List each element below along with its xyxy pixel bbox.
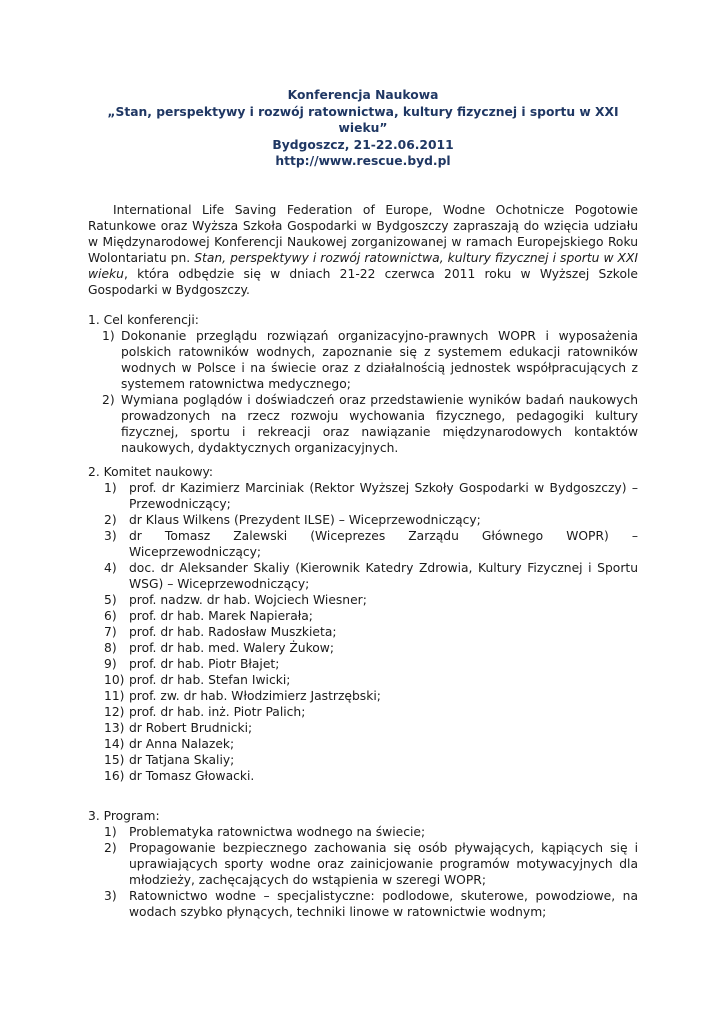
list-item <box>88 624 638 640</box>
list-item <box>88 560 638 592</box>
intro-paragraph <box>88 202 638 298</box>
list-item-text: dr Tatjana Skaliy; <box>129 753 235 767</box>
list-item-text: dr Tomasz Zalewski (Wiceprezes Zarządu Głównego WOPR) – Wiceprzewodniczący; <box>129 529 638 559</box>
list-item <box>88 672 638 688</box>
list-item-text: prof. nadzw. dr hab. Wojciech Wiesner; <box>129 593 367 607</box>
list-item <box>88 592 638 608</box>
section-program-title: 3. Program: <box>88 809 160 823</box>
intro-text-2: , która odbędzie się w dniach 21-22 czerwca 2011 roku w Wyższej Szkole Gospodarki w Bydgoszczy. <box>88 267 638 297</box>
list-item <box>88 840 638 888</box>
list-item-text: Ratownictwo wodne – specjalistyczne: podlodowe, skuterowe, powodziowe, na wodach szybko płynących, techniki linowe w ratownictwie wodnym; <box>129 889 638 919</box>
list-item <box>88 480 638 512</box>
list-number: 2) <box>102 393 115 407</box>
list-item-text: prof. dr hab. inż. Piotr Palich; <box>129 705 306 719</box>
list-number: 9) <box>104 657 117 671</box>
list-number: 2) <box>104 513 117 527</box>
list-item-text: doc. dr Aleksander Skaliy (Kierownik Katedry Zdrowia, Kultury Fizycznej i Sportu WSG) – Wiceprzewodniczący; <box>129 561 638 591</box>
list-number: 16) <box>104 769 125 783</box>
section-program <box>88 808 638 920</box>
list-item <box>88 752 638 768</box>
list-item <box>88 688 638 704</box>
list-number: 8) <box>104 641 117 655</box>
intro-text-1: International Life Saving Federation of Europe, Wodne Ochotnicze Pogotowie Ratunkowe oraz Wyższa Szkoła Gospodarki w Bydgoszczy zapraszają do wzięcia udziału w Międzynarodowej Konferencji Naukowej zorganizowanej w ramach Europejskiego Roku Wolontariatu pn. <box>88 203 638 265</box>
list-number: 14) <box>104 737 125 751</box>
list-item-text: prof. dr Kazimierz Marciniak (Rektor Wyższej Szkoły Gospodarki w Bydgoszczy) – Przewodniczący; <box>129 481 638 511</box>
list-number: 15) <box>104 753 125 767</box>
section-committee-title: 2. Komitet naukowy: <box>88 465 214 479</box>
list-item-text: Propagowanie bezpiecznego zachowania się osób pływających, kąpiących się i uprawiających sporty wodne oraz zainicjowanie programów motywacyjnych dla młodzieży, zachęcających do wstąpienia w szeregi WOPR; <box>129 841 638 887</box>
list-item-text: dr Klaus Wilkens (Prezydent ILSE) – Wiceprzewodniczący; <box>129 513 481 527</box>
list-item-text: dr Tomasz Głowacki. <box>129 769 255 783</box>
list-number: 11) <box>104 689 125 703</box>
list-item-text: prof. dr hab. Piotr Błajet; <box>129 657 280 671</box>
list-number: 3) <box>104 889 117 903</box>
section-goals-title: 1. Cel konferencji: <box>88 313 199 327</box>
list-item <box>88 608 638 624</box>
list-item-text: prof. dr hab. Stefan Iwicki; <box>129 673 291 687</box>
list-number: 13) <box>104 721 125 735</box>
list-item-text: prof. zw. dr hab. Włodzimierz Jastrzębski; <box>129 689 381 703</box>
conference-header <box>88 87 638 170</box>
list-item-text: dr Robert Brudnicki; <box>129 721 253 735</box>
list-number: 6) <box>104 609 117 623</box>
list-item <box>88 528 638 560</box>
section-committee <box>88 464 638 784</box>
list-number: 12) <box>104 705 125 719</box>
list-item-text: dr Anna Nalazek; <box>129 737 235 751</box>
list-item <box>88 640 638 656</box>
list-number: 5) <box>104 593 117 607</box>
intro-italic-title: Stan, perspektywy i rozwój ratownictwa, kultury fizycznej i sportu w XXI wieku <box>88 251 638 281</box>
list-item-text: Dokonanie przeglądu rozwiązań organizacyjno-prawnych WOPR i wyposażenia polskich ratowników wodnych, zapoznanie się z systemem edukacji ratowników wodnych w Polsce i na świecie oraz z działalnością jednostek współpracujących z systemem ratownictwa medycznego; <box>121 329 638 391</box>
list-item <box>88 888 638 920</box>
list-item-text: Wymiana poglądów i doświadczeń oraz przedstawienie wyników badań naukowych prowadzonych na rzecz rozwoju wychowania fizycznego, pedagogiki kultury fizycznej, sportu i rekreacji oraz nawiązanie międzynarodowych kontaktów naukowych, dydaktycznych organizacyjnych. <box>121 393 638 455</box>
list-item <box>88 392 638 456</box>
list-item <box>88 512 638 528</box>
conference-subtitle: „Stan, perspektywy i rozwój ratownictwa, kultury fizycznej i sportu w XXI wieku” <box>107 104 619 135</box>
list-item <box>88 768 638 784</box>
section-goals <box>88 312 638 456</box>
list-item-text: prof. dr hab. med. Walery Żukow; <box>129 641 335 655</box>
list-number: 1) <box>104 825 117 839</box>
conference-title: Konferencja Naukowa <box>287 88 439 102</box>
list-item <box>88 656 638 672</box>
list-item <box>88 720 638 736</box>
list-item-text: prof. dr hab. Marek Napierała; <box>129 609 313 623</box>
list-item-text: prof. dr hab. Radosław Muszkieta; <box>129 625 337 639</box>
list-number: 4) <box>104 561 117 575</box>
list-number: 10) <box>104 673 125 687</box>
list-number: 2) <box>104 841 117 855</box>
list-number: 7) <box>104 625 117 639</box>
list-item <box>88 328 638 392</box>
list-number: 1) <box>102 329 115 343</box>
list-item <box>88 704 638 720</box>
list-number: 1) <box>104 481 117 495</box>
conference-url[interactable]: http://www.rescue.byd.pl <box>275 154 451 168</box>
list-item <box>88 736 638 752</box>
list-item <box>88 824 638 840</box>
conference-place-date: Bydgoszcz, 21-22.06.2011 <box>272 137 454 152</box>
list-item-text: Problematyka ratownictwa wodnego na świecie; <box>129 825 426 839</box>
list-number: 3) <box>104 529 117 543</box>
